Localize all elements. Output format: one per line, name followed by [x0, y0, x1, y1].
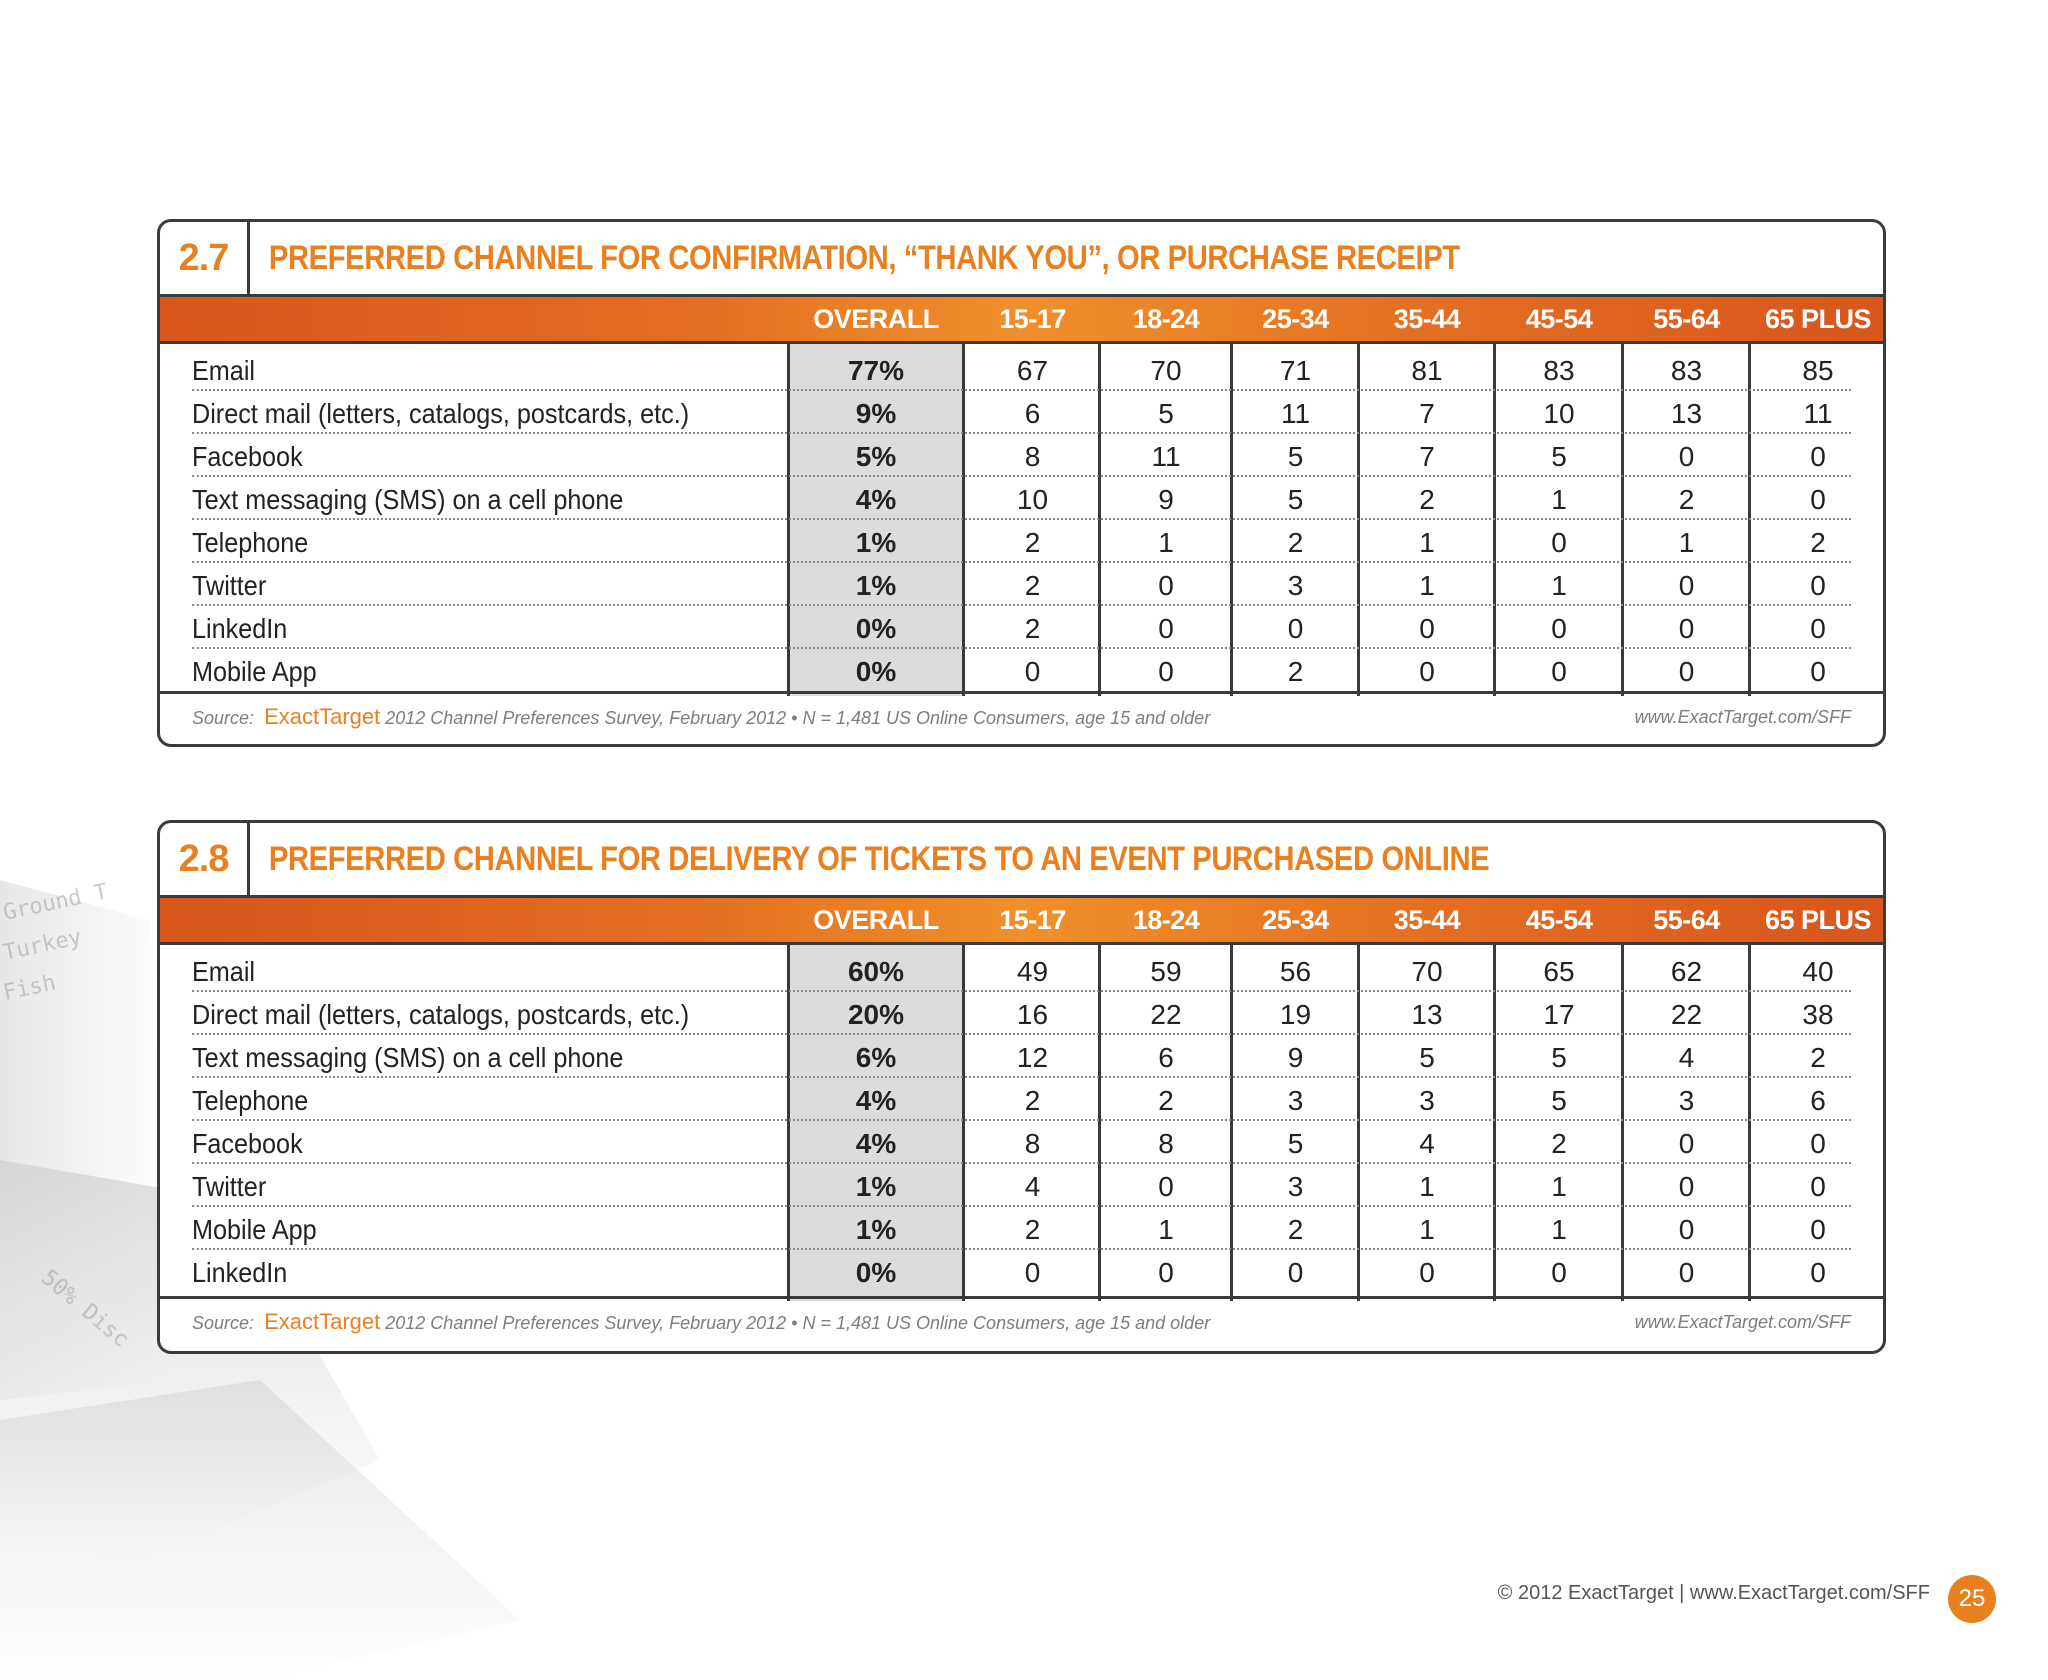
age-group-value: 0 [1024, 1257, 1041, 1288]
age-group-value: 3 [1287, 1085, 1304, 1116]
table-bottom-rule [160, 691, 1883, 694]
table-row [160, 1164, 1883, 1207]
age-group-value: 81 [1411, 355, 1443, 386]
table-row [160, 1207, 1883, 1250]
svg-text:50% Disc: 50% Disc [36, 1265, 134, 1353]
age-group-value: 0 [1419, 656, 1435, 687]
age-group-value: 7 [1419, 441, 1435, 472]
age-group-value: 0 [1678, 1128, 1695, 1159]
age-group-value: 5 [1551, 441, 1567, 472]
overall-value: 4% [855, 1085, 897, 1116]
overall-value: 0% [855, 613, 897, 644]
overall-value: 77% [847, 355, 905, 386]
col-15-17: 15-17 [999, 304, 1066, 334]
age-group-value: 1 [1419, 570, 1435, 601]
table-row [160, 348, 1883, 391]
table-bottom-rule [160, 1296, 1883, 1299]
col-45-54: 45-54 [1525, 905, 1593, 935]
age-group-value: 5 [1551, 1085, 1567, 1116]
age-group-value: 11 [1280, 398, 1311, 429]
age-group-value: 71 [1279, 355, 1312, 386]
age-group-value: 5 [1551, 1042, 1567, 1073]
age-group-value: 0 [1158, 1171, 1174, 1202]
source-url: www.ExactTarget.com/SFF [1634, 707, 1851, 727]
age-group-value: 0 [1810, 613, 1826, 644]
age-group-value: 1 [1551, 570, 1567, 601]
age-group-value: 0 [1678, 613, 1695, 644]
age-group-value: 3 [1287, 570, 1304, 601]
age-group-value: 22 [1670, 999, 1703, 1030]
age-group-value: 0 [1551, 656, 1567, 687]
age-group-value: 2 [1810, 1042, 1826, 1073]
col-25-34: 25-34 [1262, 905, 1329, 935]
table-row [160, 477, 1883, 520]
source-prefix: Source: [192, 708, 255, 728]
table-row [160, 1078, 1883, 1121]
age-group-value: 2 [1024, 613, 1041, 644]
age-group-value: 5 [1419, 1042, 1435, 1073]
overall-value: 1% [855, 527, 897, 558]
age-group-value: 2 [1551, 1128, 1567, 1159]
age-group-value: 0 [1810, 441, 1826, 472]
row-label: Email [192, 956, 256, 987]
age-group-value: 10 [1543, 398, 1575, 429]
age-group-value: 1 [1551, 484, 1567, 515]
column-header-row [160, 297, 1883, 344]
column-header-row [160, 898, 1883, 945]
age-group-value: 12 [1016, 1042, 1049, 1073]
age-group-value: 19 [1279, 999, 1312, 1030]
exacttarget-logo: ExactTarget [264, 704, 381, 729]
age-group-value: 0 [1810, 1171, 1826, 1202]
age-group-value: 5 [1287, 441, 1304, 472]
age-group-value: 70 [1411, 956, 1443, 987]
age-group-value: 0 [1810, 1214, 1826, 1245]
age-group-value: 0 [1678, 570, 1695, 601]
age-group-value: 0 [1419, 613, 1435, 644]
age-group-value: 17 [1543, 999, 1575, 1030]
overall-value: 0% [855, 1257, 897, 1288]
age-group-value: 3 [1678, 1085, 1695, 1116]
age-group-value: 2 [1024, 570, 1041, 601]
table-row [160, 434, 1883, 477]
page-number-badge: 25 [1948, 1575, 1996, 1623]
age-group-value: 13 [1411, 999, 1443, 1030]
age-group-value: 16 [1016, 999, 1049, 1030]
age-group-value: 0 [1810, 1128, 1826, 1159]
age-group-value: 6 [1810, 1085, 1826, 1116]
svg-text:Turkey: Turkey [1, 924, 84, 966]
row-label: LinkedIn [192, 613, 288, 644]
overall-value: 20% [847, 999, 905, 1030]
overall-value: 4% [855, 484, 897, 515]
source-note [192, 1302, 1851, 1342]
table-row [160, 391, 1883, 434]
overall-value: 5% [855, 441, 897, 472]
col-45-54: 45-54 [1525, 304, 1593, 334]
col-65-plus: 65 PLUS [1764, 304, 1872, 334]
age-group-value: 1 [1551, 1171, 1567, 1202]
age-group-value: 4 [1419, 1128, 1435, 1159]
table-row [160, 992, 1883, 1035]
age-group-value: 1 [1158, 527, 1174, 558]
row-label: Text messaging (SMS) on a cell phone [192, 1042, 624, 1073]
age-group-value: 0 [1678, 656, 1695, 687]
table-row [160, 949, 1883, 992]
col-65-plus: 65 PLUS [1764, 905, 1872, 935]
table-header [160, 823, 1883, 898]
age-group-value: 1 [1158, 1214, 1174, 1245]
table-row [160, 520, 1883, 563]
age-group-value: 0 [1551, 527, 1567, 558]
age-group-value: 83 [1670, 355, 1703, 386]
age-group-value: 38 [1802, 999, 1834, 1030]
table-body [160, 344, 1883, 696]
age-group-value: 8 [1024, 1128, 1041, 1159]
source-url: www.ExactTarget.com/SFF [1634, 1312, 1851, 1332]
age-group-value: 2 [1678, 484, 1695, 515]
age-group-value: 11 [1803, 398, 1833, 429]
row-label: Mobile App [192, 656, 317, 687]
age-group-value: 0 [1158, 1257, 1174, 1288]
age-group-value: 6 [1158, 1042, 1174, 1073]
table-row [160, 1250, 1883, 1293]
age-group-value: 4 [1678, 1042, 1695, 1073]
col-35-44: 35-44 [1393, 905, 1461, 935]
age-group-value: 6 [1024, 398, 1041, 429]
svg-text:Fish: Fish [1, 970, 59, 1006]
col-18-24: 18-24 [1132, 905, 1200, 935]
row-label: Telephone [192, 1085, 309, 1116]
age-group-value: 62 [1670, 956, 1703, 987]
age-group-value: 4 [1024, 1171, 1041, 1202]
col-18-24: 18-24 [1132, 304, 1200, 334]
age-group-value: 1 [1419, 527, 1435, 558]
age-group-value: 9 [1287, 1042, 1304, 1073]
age-group-value: 22 [1150, 999, 1182, 1030]
age-group-value: 2 [1024, 527, 1041, 558]
overall-value: 1% [855, 570, 897, 601]
col-overall: OVERALL [813, 304, 939, 334]
age-group-value: 2 [1419, 484, 1435, 515]
age-group-value: 0 [1024, 656, 1041, 687]
age-group-value: 0 [1158, 613, 1174, 644]
table-row [160, 563, 1883, 606]
source-text: 2012 Channel Preferences Survey, February 2012 • N = 1,481 US Online Consumers, age 15 and older [385, 708, 1211, 728]
table-title: PREFERRED CHANNEL FOR CONFIRMATION, “THANK YOU”, OR PURCHASE RECEIPT [268, 238, 1460, 277]
row-label: LinkedIn [192, 1257, 288, 1288]
age-group-value: 40 [1802, 956, 1834, 987]
row-label: Facebook [192, 441, 303, 472]
row-label: Email [192, 355, 256, 386]
age-group-value: 0 [1158, 570, 1174, 601]
age-group-value: 65 [1543, 956, 1575, 987]
age-group-value: 3 [1287, 1171, 1304, 1202]
age-group-value: 9 [1158, 484, 1174, 515]
col-25-34: 25-34 [1262, 304, 1329, 334]
table-number: 2.7 [160, 222, 250, 294]
row-label: Facebook [192, 1128, 303, 1159]
overall-value: 1% [855, 1214, 897, 1245]
age-group-value: 1 [1419, 1214, 1435, 1245]
age-group-value: 3 [1419, 1085, 1435, 1116]
table-2-8 [157, 820, 1886, 1354]
table-title: PREFERRED CHANNEL FOR DELIVERY OF TICKETS TO AN EVENT PURCHASED ONLINE [268, 839, 1490, 878]
age-group-value: 85 [1802, 355, 1834, 386]
footer-copyright: © 2012 ExactTarget | www.ExactTarget.com/SFF [1497, 1582, 1930, 1604]
age-group-value: 5 [1287, 484, 1304, 515]
age-group-value: 2 [1158, 1085, 1174, 1116]
age-group-value: 0 [1158, 656, 1174, 687]
age-group-value: 0 [1810, 656, 1826, 687]
age-group-value: 10 [1016, 484, 1049, 515]
age-group-value: 2 [1024, 1085, 1041, 1116]
age-group-value: 59 [1150, 956, 1182, 987]
overall-value: 9% [855, 398, 897, 429]
age-group-value: 0 [1678, 1171, 1695, 1202]
row-label: Mobile App [192, 1214, 317, 1245]
age-group-value: 2 [1287, 1214, 1304, 1245]
col-15-17: 15-17 [999, 905, 1066, 935]
col-35-44: 35-44 [1393, 304, 1461, 334]
age-group-value: 49 [1016, 956, 1049, 987]
age-group-value: 2 [1287, 527, 1304, 558]
age-group-value: 0 [1551, 1257, 1567, 1288]
table-row [160, 1121, 1883, 1164]
age-group-value: 70 [1150, 355, 1182, 386]
age-group-value: 8 [1024, 441, 1041, 472]
age-group-value: 0 [1678, 1257, 1695, 1288]
age-group-value: 0 [1810, 570, 1826, 601]
row-label: Telephone [192, 527, 309, 558]
overall-value: 60% [847, 956, 905, 987]
table-row [160, 1035, 1883, 1078]
col-55-64: 55-64 [1653, 905, 1720, 935]
age-group-value: 2 [1810, 527, 1826, 558]
row-label: Direct mail (letters, catalogs, postcards, etc.) [192, 398, 690, 429]
age-group-value: 1 [1678, 527, 1695, 558]
source-text: 2012 Channel Preferences Survey, February 2012 • N = 1,481 US Online Consumers, age 15 and older [385, 1313, 1211, 1333]
age-group-value: 7 [1419, 398, 1435, 429]
row-label: Twitter [192, 1171, 267, 1202]
svg-text:Ground T: Ground T [1, 879, 110, 926]
age-group-value: 8 [1158, 1128, 1174, 1159]
table-row [160, 606, 1883, 649]
source-prefix: Source: [192, 1313, 255, 1333]
exacttarget-logo: ExactTarget [264, 1309, 381, 1334]
table-header [160, 222, 1883, 297]
age-group-value: 67 [1016, 355, 1049, 386]
row-label: Direct mail (letters, catalogs, postcards, etc.) [192, 999, 690, 1030]
col-overall: OVERALL [813, 905, 939, 935]
age-group-value: 0 [1810, 484, 1826, 515]
age-group-value: 56 [1279, 956, 1312, 987]
table-number: 2.8 [160, 823, 250, 895]
col-55-64: 55-64 [1653, 304, 1720, 334]
table-body [160, 945, 1883, 1301]
age-group-value: 83 [1543, 355, 1575, 386]
age-group-value: 1 [1551, 1214, 1567, 1245]
age-group-value: 0 [1551, 613, 1567, 644]
table-2-7 [157, 219, 1886, 747]
age-group-value: 0 [1810, 1257, 1826, 1288]
age-group-value: 11 [1151, 441, 1181, 472]
source-note [192, 697, 1851, 737]
age-group-value: 0 [1419, 1257, 1435, 1288]
age-group-value: 2 [1024, 1214, 1041, 1245]
age-group-value: 13 [1670, 398, 1703, 429]
overall-value: 0% [855, 656, 897, 687]
age-group-value: 2 [1287, 656, 1304, 687]
age-group-value: 0 [1678, 1214, 1695, 1245]
age-group-value: 0 [1287, 1257, 1304, 1288]
overall-value: 1% [855, 1171, 897, 1202]
overall-value: 6% [855, 1042, 897, 1073]
overall-value: 4% [855, 1128, 897, 1159]
age-group-value: 5 [1158, 398, 1174, 429]
age-group-value: 0 [1287, 613, 1304, 644]
age-group-value: 5 [1287, 1128, 1304, 1159]
age-group-value: 0 [1678, 441, 1695, 472]
age-group-value: 1 [1419, 1171, 1435, 1202]
row-label: Twitter [192, 570, 267, 601]
row-label: Text messaging (SMS) on a cell phone [192, 484, 624, 515]
table-row [160, 649, 1883, 692]
